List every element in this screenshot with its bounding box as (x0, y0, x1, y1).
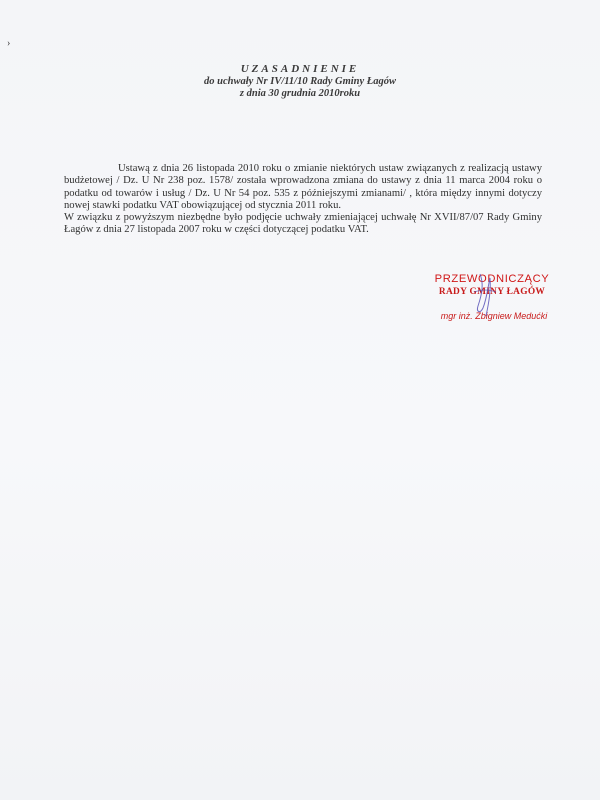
body-paragraph-1: Ustawą z dnia 26 listopada 2010 roku o zmianie niektórych ustaw związanych z realizacją ustawy budżetowej / Dz. U Nr 238 poz. 1578/ została wprowadzona zmiana do ustawy z dnia 11 marca 2004 roku o podatku od towarów i usług / Dz. U Nr 54 poz. 535 z późniejszymi zmianami/ , która między innymi dotyczy nowej stawki podatku VAT obowiązującej od stycznia 2011 roku. (64, 163, 542, 211)
stamp-name: mgr inż. Zbigniew Medućki (440, 311, 548, 321)
margin-mark: › (7, 38, 11, 49)
document-subtitle-resolution: do uchwały Nr IV/11/10 Rady Gminy Łagów (204, 76, 396, 87)
document-title: UZASADNIENIE (240, 63, 360, 75)
document-body (64, 163, 542, 237)
stamp-council: RADY GMINY ŁAGÓW (438, 287, 546, 297)
body-paragraph-2: W związku z powyższym niezbędne było podjęcie uchwały zmieniającej uchwałę Nr XVII/87/07 Rady Gminy Łagów z dnia 27 listopada 2007 roku w części dotyczącej podatku VAT. (64, 212, 542, 236)
stamp-title: PRZEWODNICZĄCY (434, 273, 550, 285)
document-subtitle-date: z dnia 30 grudnia 2010roku (239, 88, 361, 99)
handwritten-signature (466, 270, 506, 320)
document-header (0, 62, 600, 100)
